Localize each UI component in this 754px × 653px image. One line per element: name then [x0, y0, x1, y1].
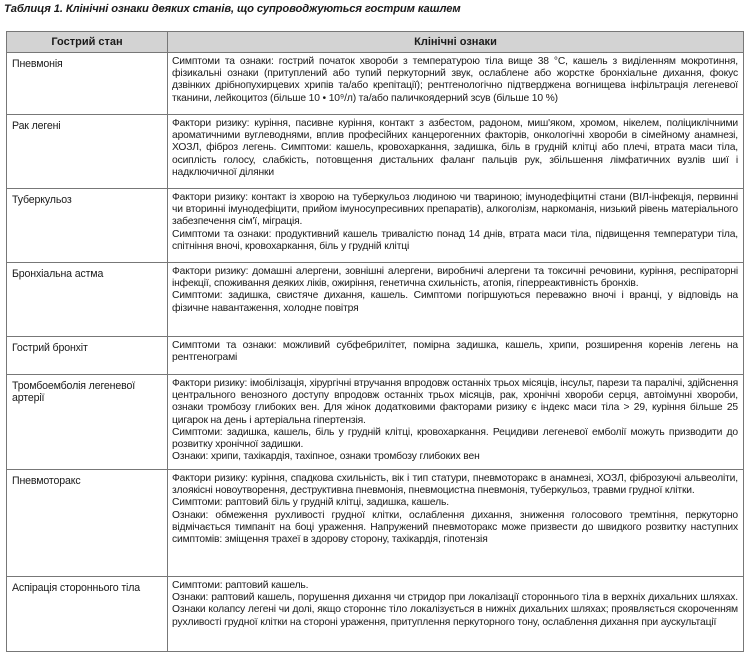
signs-paragraph: Фактори ризику: куріння, спадкова схильність, вік і тип статури, пневмоторакс в анамнезі, ХОЗЛ, фіброзуючі альвеоліти, злоякісні новоутворення, деструктивна пневмонія, пневмоцистна пневмонія, туберкульоз, травми грудної клітки.	[172, 473, 738, 497]
signs-paragraph: Симптоми: раптовий біль у грудній клітці, задишка, кашель.	[172, 497, 449, 509]
signs-paragraph: Симптоми та ознаки: гострий початок хвороби з температурою тіла вище 38 °С, кашель з виділенням мокротиння, фізикальні ознаки (притуплений або тупий перкуторний звук, ослаблене або жорстке бронхіальне дихання, фокус дзвінких дрібнопухирцевих хрипів та/або крепітації); рентгенологічно підтверджена вогнищева інфільтрація легеневої тканини, лейкоцитоз (більше 10 • 10⁹/л) та/або паличкоядерний зсув (більше 10 %)	[172, 56, 738, 104]
condition-cell: Бронхіальна астма	[7, 263, 168, 337]
table-row-foreign-body-aspiration	[7, 577, 744, 652]
condition-cell: Пневмоторакс	[7, 470, 168, 577]
signs-paragraph: Симптоми та ознаки: продуктивний кашель тривалістю понад 14 днів, втрата маси тіла, підвищення температури тіла, спітніння вночі, кровохаркання, біль у грудній клітці	[172, 228, 738, 252]
header-condition: Гострий стан	[7, 32, 168, 53]
signs-paragraph: Ознаки: обмеження рухливості грудної клітки, ослаблення дихання, зниження голосового тремтіння, перкуторно відмічається тимпаніт на боці ураження. Напружений пневмоторакс може призвести до швидкого розвитку наступних симптомів: зміщення трахеї в здорову сторону, тахікардія, гіпотензія	[172, 509, 738, 546]
signs-cell	[168, 189, 744, 263]
signs-cell	[168, 53, 744, 115]
table-header-row	[7, 32, 744, 53]
signs-cell	[168, 337, 744, 375]
signs-paragraph: Симптоми: задишка, свистяче дихання, кашель. Симптоми погіршуються переважно вночі і вранці, у відповідь на фізичне навантаження, холодне повітря	[172, 290, 738, 314]
signs-paragraph: Фактори ризику: імобілізація, хірургічні втручання впродовж останніх трьох місяців, інсульт, парези та паралічі, здійснення центрального венозного доступу впродовж останніх трьох місяців, рак, хронічні хвороби серця, автоімунні хвороби, ознаки тромбозу глибоких вен. Для жінок додатковими факторами ризику є індекс маси тіла > 29, куріння більше 25 цигарок на день і артеріальна гіпертензія.	[172, 378, 738, 426]
table-row-bronchial-asthma	[7, 263, 744, 337]
signs-cell	[168, 263, 744, 337]
table-row-acute-bronchitis	[7, 337, 744, 375]
signs-paragraph: Фактори ризику: контакт із хворою на туберкульоз людиною чи твариною; імунодефіцитні стани (ВІЛ-інфекція, первинні чи вторинні імунодефіцити, прийом імуносупресивних препаратів), алкоголізм, наркоманія, низький рівень матеріального забезпечення сім'ї, міграція.	[172, 192, 738, 228]
signs-paragraph: Симптоми: задишка, кашель, біль у грудній клітці, кровохаркання. Рецидиви легеневої емболії можуть призводити до розвитку хронічної задишки.	[172, 426, 738, 451]
condition-cell: Рак легені	[7, 115, 168, 189]
condition-cell: Туберкульоз	[7, 189, 168, 263]
condition-cell: Пневмонія	[7, 53, 168, 115]
signs-paragraph: Симптоми: раптовий кашель.	[172, 580, 309, 591]
signs-paragraph: Ознаки: раптовий кашель, порушення дихання чи стридор при локалізації стороннього тіла в верхніх дихальних шляхах. Ознаки колапсу легені чи долі, якщо стороннє тіло локалізується в нижніх дихальних шляхах; проявляється скороченням рухливості грудної клітки на стороні ураження, притуплення перкуторного тону, ослаблення дихання при аускультації	[172, 592, 738, 628]
table-caption: Таблиця 1. Клінічні ознаки деяких станів, що супроводжуються гострим кашлем	[4, 3, 461, 15]
signs-cell	[168, 577, 744, 652]
signs-paragraph: Симптоми та ознаки: можливий субфебрилітет, помірна задишка, кашель, хрипи, розширення коренів легень на рентгенограмі	[172, 340, 738, 364]
header-clinical-signs: Клінічні ознаки	[168, 32, 744, 53]
table-row-pneumothorax	[7, 470, 744, 577]
signs-paragraph: Фактори ризику: куріння, пасивне куріння, контакт з азбестом, радоном, миш'яком, хромом, нікелем, поліциклічними ароматичними вуглеводнями, вплив професійних канцерогенних факторів, онкологічні хвороби в сімейному анамнезі, ХОЗЛ, фіброз легень. Симптоми: кашель, кровохаркання, задишка, біль в грудній клітці або плечі, втрата маси тіла, осиплість голосу, слабкість, потовщення дистальних фаланг пальців рук, збільшення лімфатичних вузлів шиї і надключичної ділянки	[172, 118, 738, 178]
signs-cell	[168, 115, 744, 189]
condition-cell: Аспірація стороннього тіла	[7, 577, 168, 652]
signs-paragraph: Фактори ризику: домашні алергени, зовнішні алергени, виробничі алергени та токсичні речовини, куріння, респіраторні інфекції, споживання деяких ліків, ожиріння, генетична схильність, атопія, гіперреактивність бронхів.	[172, 266, 738, 290]
table-row-lung-cancer	[7, 115, 744, 189]
condition-cell: Гострий бронхіт	[7, 337, 168, 375]
signs-cell	[168, 470, 744, 577]
table-row-pneumonia	[7, 53, 744, 115]
table-row-pulmonary-embolism	[7, 375, 744, 470]
condition-cell: Тромбоемболія легеневої артерії	[7, 375, 168, 470]
signs-paragraph: Ознаки: хрипи, тахікардія, тахіпное, ознаки тромбозу глибоких вен	[172, 451, 480, 463]
signs-cell	[168, 375, 744, 470]
table-row-tuberculosis	[7, 189, 744, 263]
clinical-signs-table	[6, 31, 744, 652]
